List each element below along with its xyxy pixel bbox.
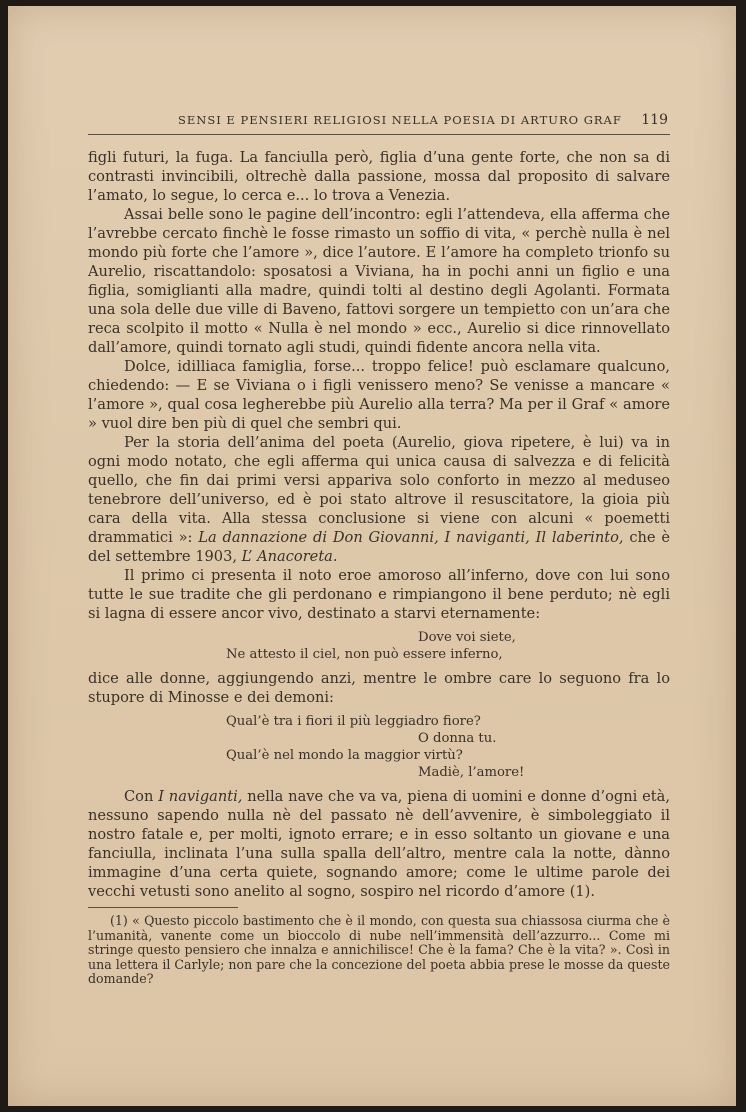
paragraph: Dolce, idilliaca famiglia, forse... troppo felice! può esclamare qualcuno, chiedendo: — E se Viviana o i figli venissero meno? Se venisse a mancare « l’amore », qual cosa legherebbe più Aurelio alla terra? Ma per il Graf « amore » vuol dire ben più di quel che sembri qui.: [88, 358, 670, 432]
text-span: nella nave che va va, piena di uomini e donne d’ogni età, nessuno sapendo nulla nè del passato nè dell’avvenire, è simboleggiato il nostro fatale e, per molti, ignoto errare; e in esso soltanto un giovane e una fanciulla, inclinata l’una sulla spalla dell’altro, mentre cala la notte, dànno immagine d’una certa quiete, sognando amore; come le ultime parole dei vecchi vetusti sono anelito al sogno, sospiro nel ricordo d’amore (1).: [88, 788, 671, 900]
paragraph: Il primo ci presenta il noto eroe amoroso all’inferno, dove con lui sono tutte le sue tradite che gli perdonano e rimpiangono il bene perduto; nè egli si lagna di essere ancor vivo, destinato a starvi eternamente:: [88, 567, 670, 622]
italic-title: L’ Anacoreta.: [241, 548, 338, 565]
verse-line: O donna tu.: [418, 731, 497, 746]
page-number: 119: [641, 112, 668, 128]
verse-line: Qual’è nel mondo la maggior virtù?: [226, 748, 463, 763]
paragraph: [88, 433, 670, 566]
verse-line: Qual’è tra i fiori il più leggiadro fiore?: [226, 714, 481, 729]
footnote-rule: [88, 907, 238, 908]
text-span: che è del settembre 1903,: [88, 529, 671, 565]
italic-title: I naviganti,: [158, 788, 243, 805]
verse-line: Madiè, l’amore!: [418, 765, 525, 780]
verse-quote: [88, 629, 670, 663]
paragraph: [88, 787, 670, 901]
paragraph: Assai belle sono le pagine dell’incontro: egli l’attendeva, ella afferma che l’avrebbe cercato finchè le fosse rimasto un soffio di vita, « perchè nulla è nel mondo più forte che l’amore », dice l’autore. E l’amore ha completo trionfo su Aurelio, riscattandolo: sposatosi a Viviana, ha in pochi anni un figlio e una figlia, somiglianti alla madre, quindi tolti al destino degli Agolanti. Formata una sola delle due ville di Baveno, fattovi sorgere un tempietto con un’ara che reca scolpito il motto « Nulla è nel mondo » ecc., Aurelio si dice rinnovellato dall’amore, quindi tornato agli studi, quindi fidente ancora nella vita.: [88, 206, 670, 356]
header-rule: [88, 134, 670, 135]
text-span: Con: [124, 788, 159, 805]
book-page: [8, 6, 736, 1106]
running-title: SENSI E PENSIERI RELIGIOSI NELLA POESIA DI ARTURO GRAF: [178, 113, 622, 127]
verse-line: Ne attesto il ciel, non può essere inferno,: [226, 647, 503, 662]
paragraph: figli futuri, la fuga. La fanciulla però, figlia d’una gente forte, che non sa di contrasti invincibili, oltrechè dalla passione, mossa dal proposito di salvare l’amato, lo segue, lo cerca e... lo trova a Venezia.: [88, 149, 670, 204]
italic-titles: La dannazione di Don Giovanni, I naviganti, Il laberinto,: [198, 529, 624, 546]
paragraph: dice alle donne, aggiungendo anzi, mentre le ombre care lo seguono fra lo stupore di Minosse e dei demoni:: [88, 670, 670, 706]
footnote-text: (1) « Questo piccolo bastimento che è il mondo, con questa sua chiassosa ciurma che è l’umanità, vanente come un bioccolo di nube nell’immensità dell’azzurro... Come mi stringe questo pensiero che innalza e annichilisce! Che è la fama? Che è la vita? ». Così in una lettera il Carlyle; non pare che la concezione del poeta abbia prese le mosse da queste domande?: [88, 913, 670, 986]
verse-quote: [88, 713, 670, 781]
footnote: [88, 914, 670, 987]
main-text: [88, 148, 670, 987]
verse-line: Dove voi siete,: [418, 630, 516, 645]
page-header: [88, 112, 668, 128]
text-span: Per la storia dell’anima del poeta (Aurelio, giova ripetere, è lui) va in ogni modo notato, che egli afferma qui unica causa di salvezza e di felicità quello, che fin dai primi versi appariva solo conforto in mezzo al meduseo tenebrore dell’universo, ed è poi stato altrove il resuscitatore, la gioia più cara della vita. Alla stessa conclusione si viene con alcuni « poemetti drammatici »:: [88, 434, 670, 546]
